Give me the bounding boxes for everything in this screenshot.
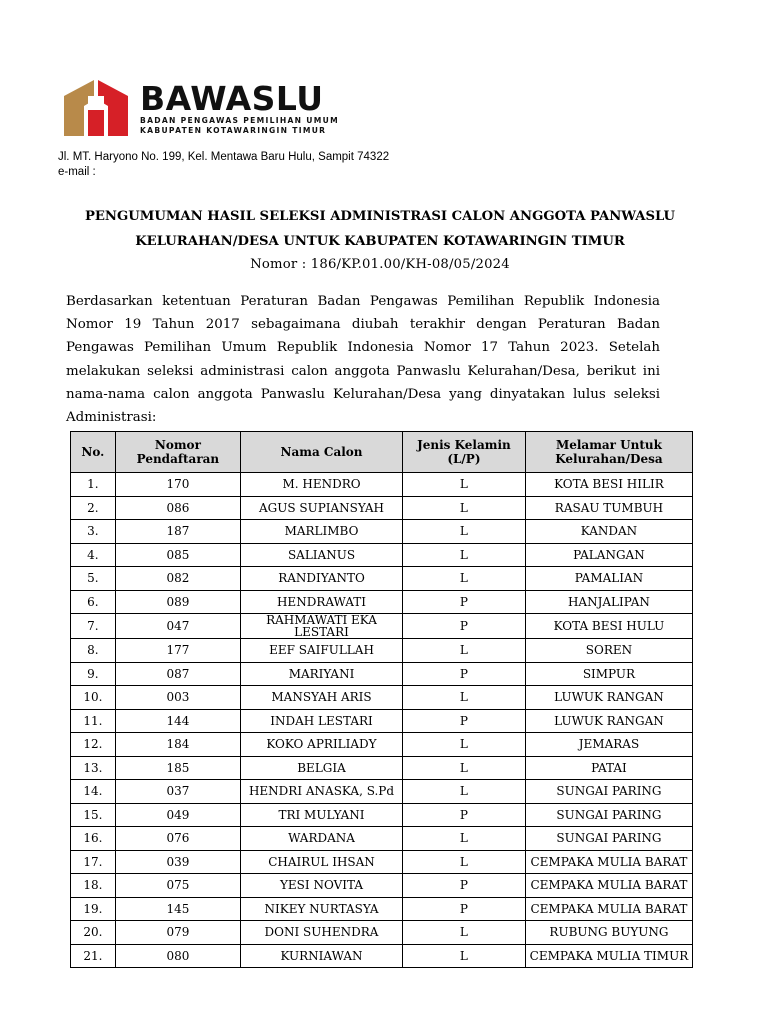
cell-no: 11. bbox=[71, 709, 116, 733]
cell-registration-number: 170 bbox=[115, 473, 240, 497]
cell-gender: L bbox=[402, 733, 525, 757]
cell-gender: L bbox=[402, 473, 525, 497]
cell-candidate-name: CHAIRUL IHSAN bbox=[241, 850, 403, 874]
table-row bbox=[71, 756, 693, 780]
cell-village: KOTA BESI HILIR bbox=[525, 473, 692, 497]
header-no: No. bbox=[71, 432, 116, 473]
cell-village: CEMPAKA MULIA BARAT bbox=[525, 874, 692, 898]
cell-registration-number: 039 bbox=[115, 850, 240, 874]
cell-candidate-name: WARDANA bbox=[241, 827, 403, 851]
cell-village: LUWUK RANGAN bbox=[525, 686, 692, 710]
cell-village: CEMPAKA MULIA BARAT bbox=[525, 850, 692, 874]
cell-gender: L bbox=[402, 780, 525, 804]
cell-candidate-name: AGUS SUPIANSYAH bbox=[241, 496, 403, 520]
cell-village: JEMARAS bbox=[525, 733, 692, 757]
table-row bbox=[71, 567, 693, 591]
table-row bbox=[71, 520, 693, 544]
table-row bbox=[71, 897, 693, 921]
cell-candidate-name: SALIANUS bbox=[241, 543, 403, 567]
cell-candidate-name: EEF SAIFULLAH bbox=[241, 639, 403, 663]
document-title-line-1: PENGUMUMAN HASIL SELEKSI ADMINISTRASI CALON ANGGOTA PANWASLU bbox=[84, 209, 676, 224]
cell-candidate-name: MARLIMBO bbox=[241, 520, 403, 544]
cell-village: RASAU TUMBUH bbox=[525, 496, 692, 520]
cell-no: 14. bbox=[71, 780, 116, 804]
document-title-line-2: KELURAHAN/DESA UNTUK KABUPATEN KOTAWARINGIN TIMUR bbox=[135, 234, 625, 249]
cell-no: 21. bbox=[71, 944, 116, 968]
cell-no: 20. bbox=[71, 921, 116, 945]
cell-candidate-name: M. HENDRO bbox=[241, 473, 403, 497]
letterhead-contact bbox=[58, 150, 389, 180]
bawaslu-logo bbox=[60, 76, 350, 146]
cell-gender: L bbox=[402, 639, 525, 663]
cell-candidate-name: MARIYANI bbox=[241, 662, 403, 686]
cell-village: PALANGAN bbox=[525, 543, 692, 567]
cell-village: SUNGAI PARING bbox=[525, 827, 692, 851]
cell-registration-number: 085 bbox=[115, 543, 240, 567]
table-row bbox=[71, 543, 693, 567]
table-row bbox=[71, 803, 693, 827]
cell-village: LUWUK RANGAN bbox=[525, 709, 692, 733]
table-row bbox=[71, 874, 693, 898]
table-header-row bbox=[71, 432, 693, 473]
cell-no: 4. bbox=[71, 543, 116, 567]
table-row bbox=[71, 662, 693, 686]
header-registration-number: Nomor Pendaftaran bbox=[115, 432, 240, 473]
header-village: Melamar Untuk Kelurahan/Desa bbox=[525, 432, 692, 473]
table-row bbox=[71, 709, 693, 733]
cell-no: 2. bbox=[71, 496, 116, 520]
cell-village: SUNGAI PARING bbox=[525, 803, 692, 827]
cell-village: RUBUNG BUYUNG bbox=[525, 921, 692, 945]
cell-village: KANDAN bbox=[525, 520, 692, 544]
cell-candidate-name: BELGIA bbox=[241, 756, 403, 780]
cell-no: 8. bbox=[71, 639, 116, 663]
cell-village: SOREN bbox=[525, 639, 692, 663]
cell-candidate-name: YESI NOVITA bbox=[241, 874, 403, 898]
cell-village: SIMPUR bbox=[525, 662, 692, 686]
cell-no: 15. bbox=[71, 803, 116, 827]
email-line: e-mail : bbox=[58, 166, 96, 178]
cell-village: CEMPAKA MULIA TIMUR bbox=[525, 944, 692, 968]
cell-candidate-name: MANSYAH ARIS bbox=[241, 686, 403, 710]
cell-registration-number: 082 bbox=[115, 567, 240, 591]
cell-gender: P bbox=[402, 874, 525, 898]
cell-no: 1. bbox=[71, 473, 116, 497]
cell-gender: P bbox=[402, 590, 525, 614]
cell-candidate-name: RANDIYANTO bbox=[241, 567, 403, 591]
cell-gender: L bbox=[402, 567, 525, 591]
cell-gender: L bbox=[402, 850, 525, 874]
brand-subtitle-2: KABUPATEN KOTAWARINGIN TIMUR bbox=[140, 126, 327, 135]
brand-subtitle-1: BADAN PENGAWAS PEMILIHAN UMUM bbox=[140, 116, 339, 125]
cell-candidate-name: INDAH LESTARI bbox=[241, 709, 403, 733]
cell-registration-number: 037 bbox=[115, 780, 240, 804]
table-row bbox=[71, 473, 693, 497]
table-row bbox=[71, 614, 693, 639]
cell-registration-number: 047 bbox=[115, 614, 240, 639]
address-line: Jl. MT. Haryono No. 199, Kel. Mentawa Baru Hulu, Sampit 74322 bbox=[58, 151, 390, 163]
cell-no: 18. bbox=[71, 874, 116, 898]
cell-village: SUNGAI PARING bbox=[525, 780, 692, 804]
header-gender: Jenis Kelamin (L/P) bbox=[402, 432, 525, 473]
cell-gender: L bbox=[402, 944, 525, 968]
cell-no: 17. bbox=[71, 850, 116, 874]
cell-gender: L bbox=[402, 686, 525, 710]
table-row bbox=[71, 590, 693, 614]
cell-registration-number: 185 bbox=[115, 756, 240, 780]
cell-village: KOTA BESI HULU bbox=[525, 614, 692, 639]
table-row bbox=[71, 686, 693, 710]
table-row bbox=[71, 850, 693, 874]
intro-paragraph: Berdasarkan ketentuan Peraturan Badan Pengawas Pemilihan Republik Indonesia Nomor 19 Tahun 2017 sebagaimana diubah terakhir dengan Peraturan Badan Pengawas Pemilihan Umum Republik Indonesia Nomor 17 Tahun 2023. Setelah melakukan seleksi administrasi calon anggota Panwaslu Kelurahan/Desa, berikut ini nama-nama calon anggota Panwaslu Kelurahan/Desa yang dinyatakan lulus seleksi Administrasi: bbox=[66, 294, 660, 426]
cell-gender: P bbox=[402, 614, 525, 639]
brand-name: BAWASLU bbox=[140, 79, 324, 118]
cell-no: 5. bbox=[71, 567, 116, 591]
cell-candidate-name: DONI SUHENDRA bbox=[241, 921, 403, 945]
table-row bbox=[71, 496, 693, 520]
cell-village: PATAI bbox=[525, 756, 692, 780]
cell-no: 3. bbox=[71, 520, 116, 544]
cell-gender: L bbox=[402, 520, 525, 544]
cell-registration-number: 177 bbox=[115, 639, 240, 663]
cell-registration-number: 079 bbox=[115, 921, 240, 945]
cell-gender: P bbox=[402, 803, 525, 827]
cell-gender: L bbox=[402, 496, 525, 520]
candidates-table bbox=[70, 431, 693, 968]
cell-gender: L bbox=[402, 756, 525, 780]
table-row bbox=[71, 827, 693, 851]
table-row bbox=[71, 944, 693, 968]
cell-no: 12. bbox=[71, 733, 116, 757]
cell-village: PAMALIAN bbox=[525, 567, 692, 591]
cell-registration-number: 003 bbox=[115, 686, 240, 710]
cell-gender: L bbox=[402, 543, 525, 567]
cell-no: 7. bbox=[71, 614, 116, 639]
cell-gender: P bbox=[402, 709, 525, 733]
cell-no: 19. bbox=[71, 897, 116, 921]
table-row bbox=[71, 639, 693, 663]
cell-registration-number: 144 bbox=[115, 709, 240, 733]
document-number: Nomor : 186/KP.01.00/KH-08/05/2024 bbox=[250, 257, 510, 272]
cell-candidate-name: TRI MULYANI bbox=[241, 803, 403, 827]
cell-candidate-name: NIKEY NURTASYA bbox=[241, 897, 403, 921]
header-candidate-name: Nama Calon bbox=[241, 432, 403, 473]
cell-village: CEMPAKA MULIA BARAT bbox=[525, 897, 692, 921]
cell-registration-number: 049 bbox=[115, 803, 240, 827]
cell-no: 13. bbox=[71, 756, 116, 780]
cell-registration-number: 089 bbox=[115, 590, 240, 614]
cell-registration-number: 075 bbox=[115, 874, 240, 898]
cell-registration-number: 087 bbox=[115, 662, 240, 686]
table-row bbox=[71, 780, 693, 804]
cell-candidate-name: RAHMAWATI EKA LESTARI bbox=[241, 614, 403, 639]
cell-gender: L bbox=[402, 921, 525, 945]
cell-gender: L bbox=[402, 827, 525, 851]
cell-registration-number: 086 bbox=[115, 496, 240, 520]
cell-registration-number: 080 bbox=[115, 944, 240, 968]
cell-registration-number: 145 bbox=[115, 897, 240, 921]
cell-registration-number: 076 bbox=[115, 827, 240, 851]
cell-candidate-name: KURNIAWAN bbox=[241, 944, 403, 968]
bawaslu-emblem-icon bbox=[60, 76, 132, 142]
cell-gender: P bbox=[402, 897, 525, 921]
cell-gender: P bbox=[402, 662, 525, 686]
cell-village: HANJALIPAN bbox=[525, 590, 692, 614]
cell-candidate-name: KOKO APRILIADY bbox=[241, 733, 403, 757]
cell-candidate-name: HENDRI ANASKA, S.Pd bbox=[241, 780, 403, 804]
cell-no: 6. bbox=[71, 590, 116, 614]
cell-no: 9. bbox=[71, 662, 116, 686]
table-row bbox=[71, 921, 693, 945]
cell-no: 10. bbox=[71, 686, 116, 710]
table-row bbox=[71, 733, 693, 757]
cell-no: 16. bbox=[71, 827, 116, 851]
cell-candidate-name: HENDRAWATI bbox=[241, 590, 403, 614]
cell-registration-number: 187 bbox=[115, 520, 240, 544]
cell-registration-number: 184 bbox=[115, 733, 240, 757]
